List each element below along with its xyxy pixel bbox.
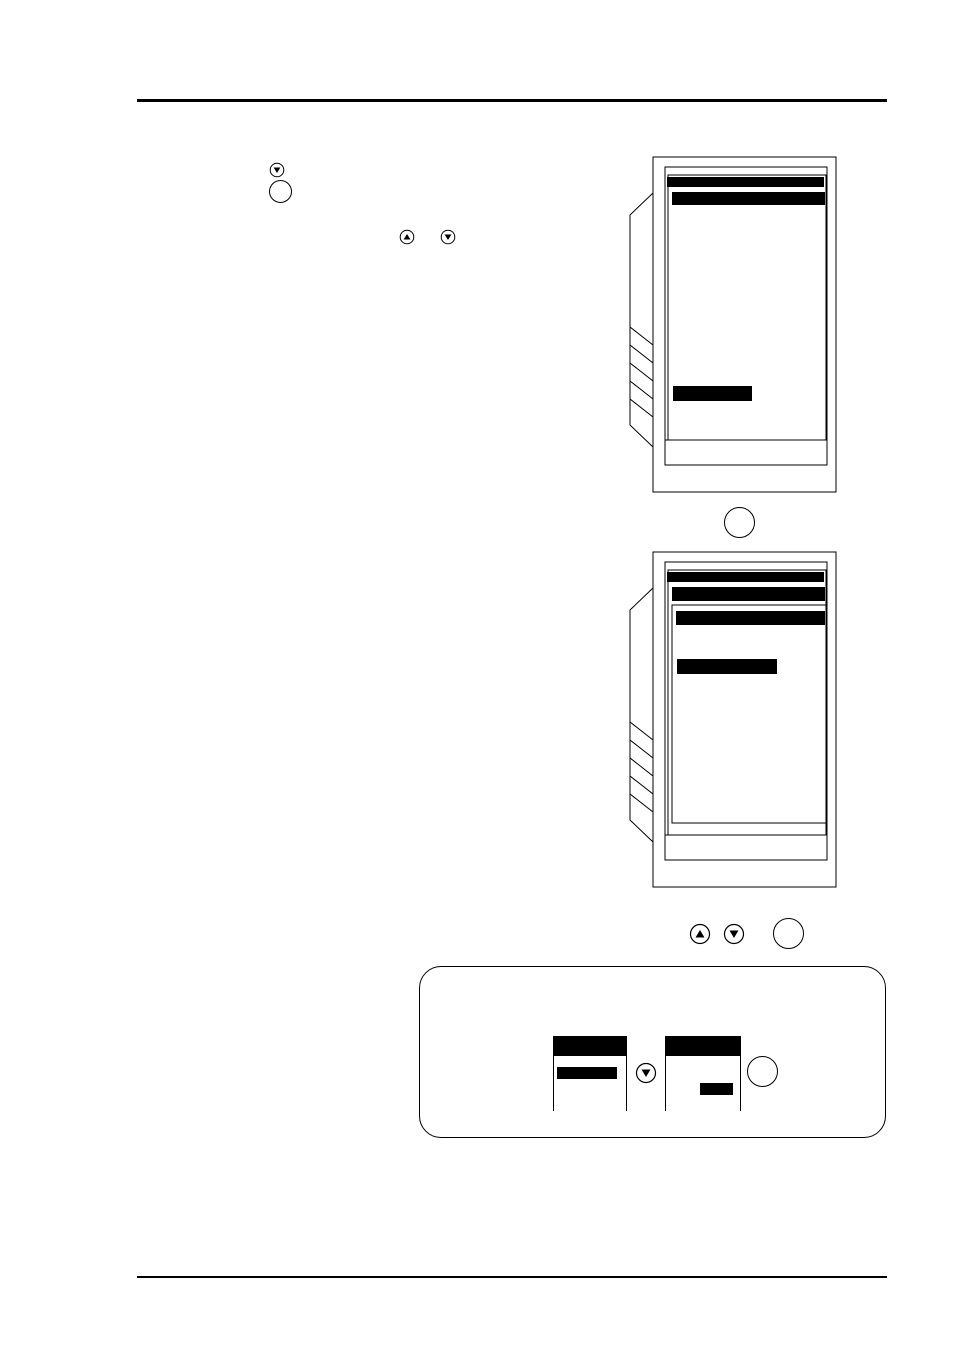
- list-selected-item: [557, 1067, 617, 1079]
- header-rule: [137, 99, 887, 102]
- list-header-bar: [553, 1036, 627, 1056]
- submenu-header-bar: [676, 611, 825, 625]
- selected-menu-item: [673, 386, 752, 401]
- enter-key-icon: [269, 180, 292, 203]
- example-panel: [419, 966, 886, 1138]
- list-selected-item: [700, 1083, 733, 1095]
- enter-key-icon: [747, 1056, 778, 1087]
- footer-rule: [137, 1276, 887, 1278]
- selected-submenu-item: [677, 659, 777, 674]
- down-arrow-icon: [440, 229, 456, 245]
- menu-title-bar: [667, 572, 824, 582]
- down-arrow-icon: [269, 162, 285, 178]
- up-arrow-icon: [399, 229, 415, 245]
- down-arrow-icon: [723, 923, 745, 945]
- device-body-outline: [626, 550, 841, 890]
- up-arrow-icon: [689, 923, 711, 945]
- menu-title-bar: [667, 177, 824, 187]
- menu-header-bar: [672, 587, 825, 601]
- list-header-bar: [665, 1036, 741, 1056]
- down-arrow-icon: [635, 1062, 657, 1084]
- device-body-outline: [626, 155, 841, 495]
- enter-key-icon: [724, 507, 755, 538]
- menu-header-bar: [672, 192, 825, 205]
- enter-key-icon: [773, 918, 804, 949]
